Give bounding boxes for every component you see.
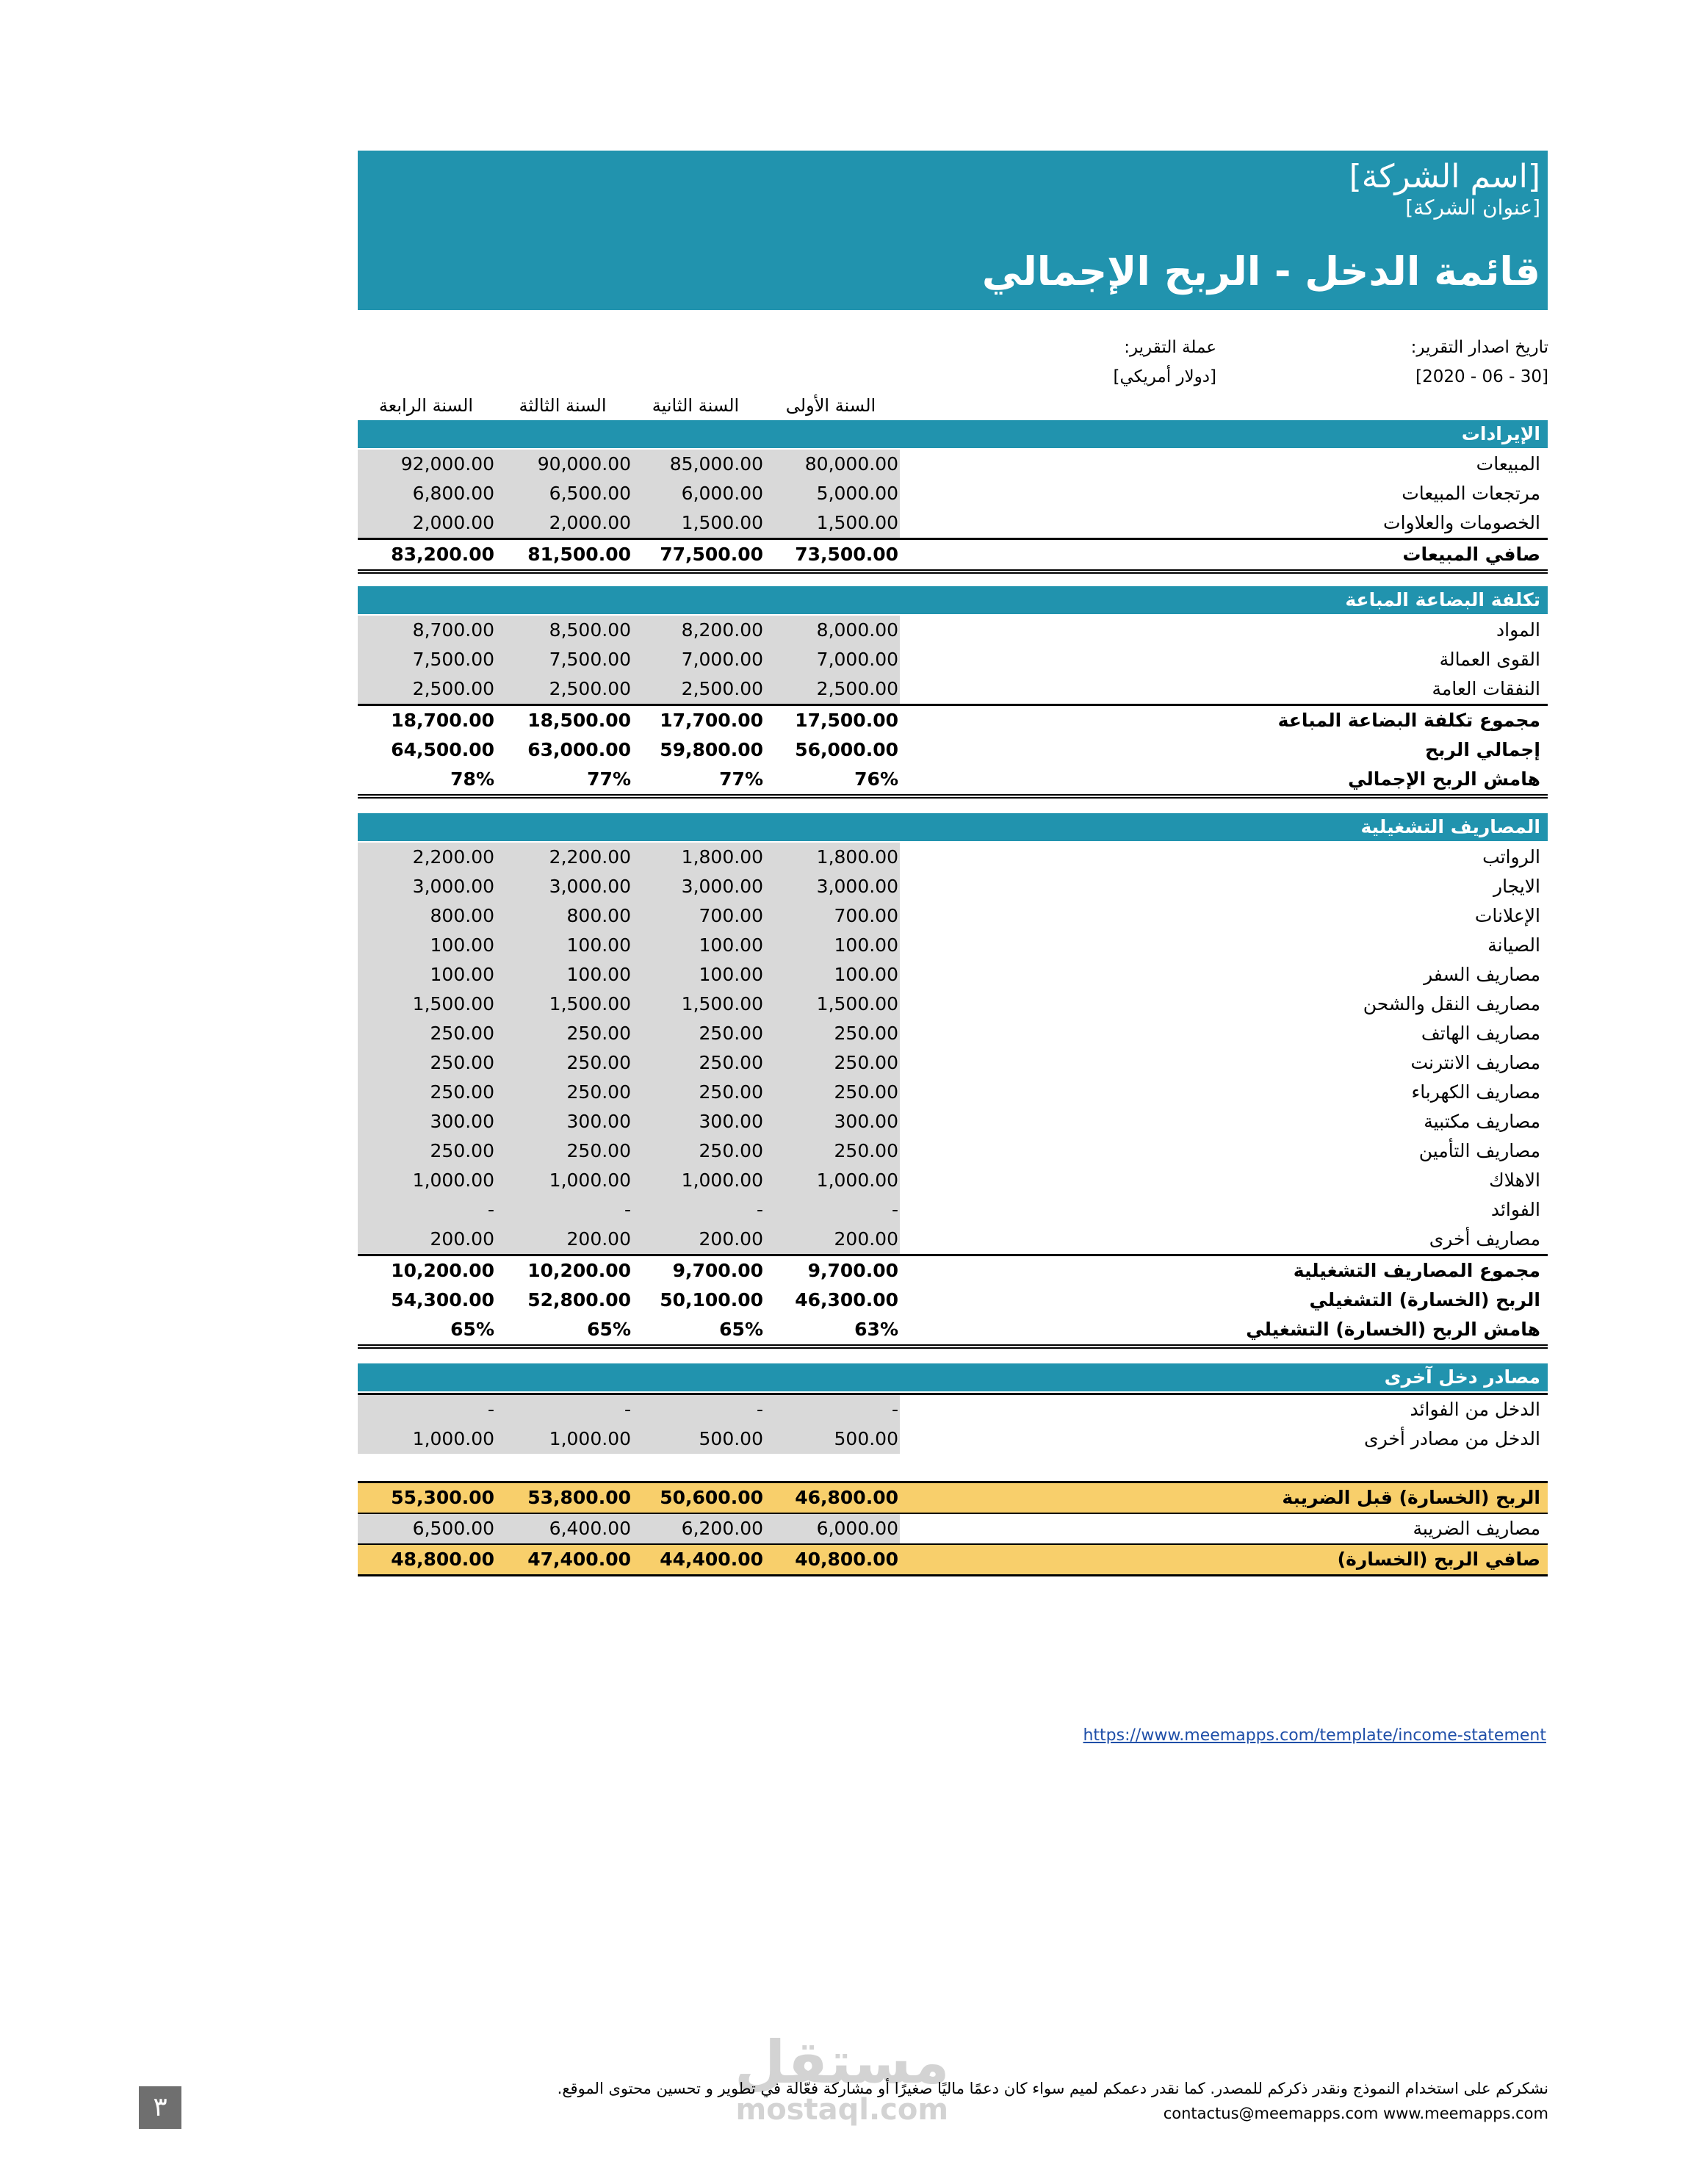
template-link[interactable]: https://www.meemapps.com/template/income-statement (1083, 1726, 1546, 1745)
table-row: الرواتب 1,800.00 1,800.00 2,200.00 2,200.00 (358, 843, 1548, 872)
page-number: ٣ (139, 2086, 181, 2129)
report-title: قائمة الدخل - الربح الإجمالي (981, 248, 1540, 295)
operating-margin-row: هامش الربح (الخسارة) التشغيلي 63% 65% 65% 65% (358, 1315, 1548, 1349)
net-profit-row: صافي الربح (الخسارة) 40,800.00 44,400.00 47,400.00 48,800.00 (358, 1543, 1548, 1576)
table-row: الخصومات والعلاوات 1,500.00 1,500.00 2,000.00 2,000.00 (358, 508, 1548, 538)
table-row: الدخل من الفوائد - - - - (358, 1393, 1548, 1424)
footer-contact: contactus@meemapps.com www.meemapps.com (1163, 2105, 1548, 2122)
table-row: المبيعات 80,000.00 85,000.00 90,000.00 92,000.00 (358, 450, 1548, 479)
pretax-row: الربح (الخسارة) قبل الضريبة 46,800.00 50,600.00 53,800.00 55,300.00 (358, 1481, 1548, 1514)
section-heading: الإيرادات (358, 420, 1548, 450)
table-row: مصاريف النقل والشحن 1,500.00 1,500.00 1,500.00 1,500.00 (358, 990, 1548, 1019)
total-row: صافي المبيعات 73,500.00 77,500.00 81,500.00 83,200.00 (358, 538, 1548, 574)
table-row: مصاريف مكتبية 300.00 300.00 300.00 300.00 (358, 1107, 1548, 1136)
table-row: النفقات العامة 2,500.00 2,500.00 2,500.00 2,500.00 (358, 674, 1548, 704)
table-row: مصاريف أخرى 200.00 200.00 200.00 200.00 (358, 1225, 1548, 1254)
report-header (358, 151, 1548, 310)
section-heading: تكلفة البضاعة المباعة (358, 586, 1548, 616)
other-income-section (358, 1363, 1548, 1454)
year-4-header: السنة الرابعة (378, 395, 474, 416)
table-row: الصيانة 100.00 100.00 100.00 100.00 (358, 931, 1548, 960)
table-row: مصاريف الهاتف 250.00 250.00 250.00 250.00 (358, 1019, 1548, 1048)
table-row: الايجار 3,000.00 3,000.00 3,000.00 3,000.00 (358, 872, 1548, 901)
opex-section (358, 813, 1548, 1349)
issue-date-label: تاريخ اصدار التقرير: (1410, 338, 1548, 357)
year-1-header: السنة الأولى (785, 395, 876, 416)
issue-date-value: [30 - 06 - 2020] (1415, 367, 1548, 386)
footer-thanks-text: نشكركم على استخدام النموذج ونقدر ذكركم للمصدر. كما نقدر دعمكم لميم سواء كان دعمًا ماليًا صغيرًا أو مشاركة فعّالة في تطوير و تحسين محتوى الموقع. (557, 2080, 1548, 2097)
year-2-header: السنة الثانية (652, 395, 740, 416)
table-row: مصاريف الكهرباء 250.00 250.00 250.00 250.00 (358, 1078, 1548, 1107)
table-row: القوى العمالة 7,000.00 7,000.00 7,500.00 7,500.00 (358, 645, 1548, 674)
table-row: مصاريف السفر 100.00 100.00 100.00 100.00 (358, 960, 1548, 990)
company-name: [اسم الشركة] (1349, 158, 1540, 195)
table-row: الدخل من مصادر أخرى 500.00 500.00 1,000.00 1,000.00 (358, 1424, 1548, 1454)
table-row: المواد 8,000.00 8,200.00 8,500.00 8,700.00 (358, 616, 1548, 645)
summary-section (358, 1481, 1548, 1576)
watermark: مستقل mostaql.com (735, 2028, 950, 2127)
total-row: مجموع المصاريف التشغيلية 9,700.00 9,700.00 10,200.00 10,200.00 (358, 1254, 1548, 1286)
tax-row: مصاريف الضريبة 6,000.00 6,200.00 6,400.00 6,500.00 (358, 1514, 1548, 1543)
section-heading: المصاريف التشغيلية (358, 813, 1548, 843)
table-row: مصاريف الانترنت 250.00 250.00 250.00 250.00 (358, 1048, 1548, 1078)
operating-profit-row: الربح (الخسارة) التشغيلي 46,300.00 50,100.00 52,800.00 54,300.00 (391, 1289, 1540, 1311)
section-heading: مصادر دخل آخرى (358, 1363, 1548, 1393)
table-row: الاهلاك 1,000.00 1,000.00 1,000.00 1,000.00 (358, 1166, 1548, 1195)
year-3-header: السنة الثالثة (519, 395, 607, 416)
gross-margin-row: هامش الربح الإجمالي 76% 77% 77% 78% (358, 765, 1548, 799)
company-address: [عنوان الشركة] (1405, 195, 1540, 220)
currency-label: عملة التقرير: (1124, 338, 1216, 357)
table-row: الفوائد - - - - (358, 1195, 1548, 1225)
currency-value: [دولار أمريكي] (1113, 367, 1216, 386)
table-row: مصاريف التأمين 250.00 250.00 250.00 250.00 (358, 1136, 1548, 1166)
gross-profit-row: إجمالي الربح 56,000.00 59,800.00 63,000.00 64,500.00 (391, 739, 1540, 760)
cogs-section (358, 586, 1548, 799)
total-row: مجموع تكلفة البضاعة المباعة 17,500.00 17,700.00 18,500.00 18,700.00 (358, 704, 1548, 735)
revenue-section (358, 420, 1548, 574)
table-row: مرتجعات المبيعات 5,000.00 6,000.00 6,500.00 6,800.00 (358, 479, 1548, 508)
table-row: الإعلانات 700.00 700.00 800.00 800.00 (358, 901, 1548, 931)
